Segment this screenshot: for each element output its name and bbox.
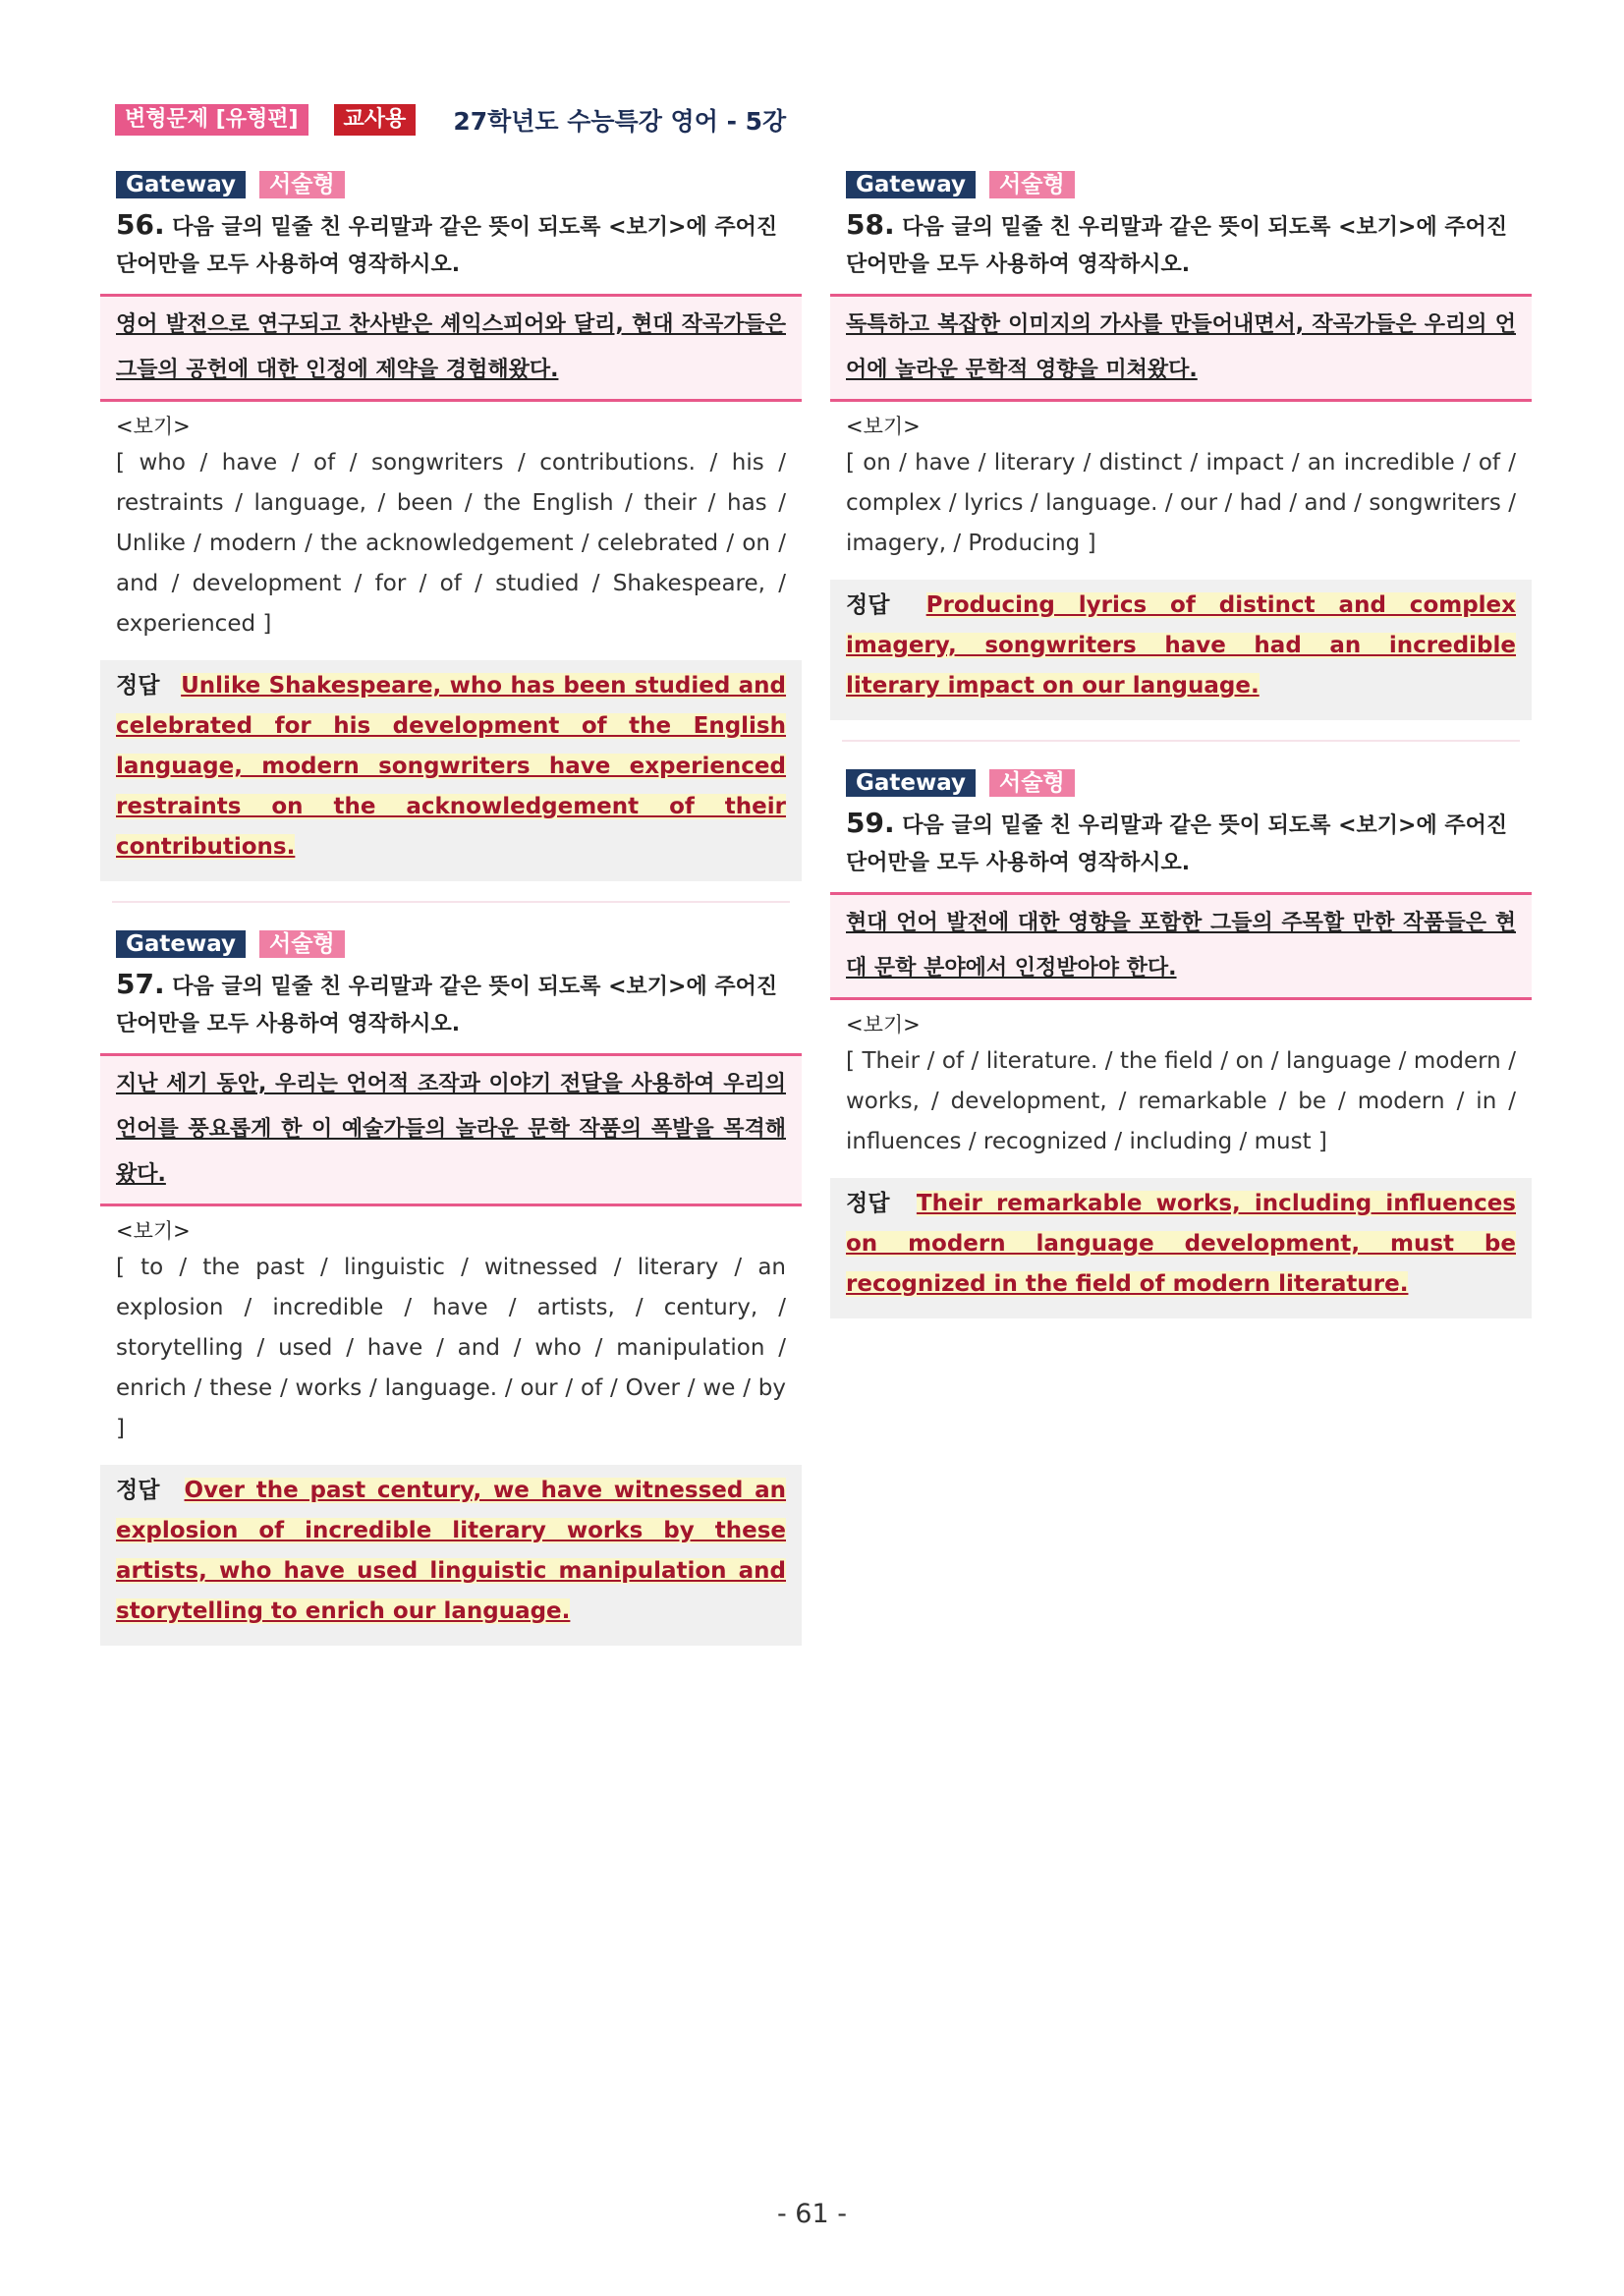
korean-sentence: 영어 발전으로 연구되고 찬사받은 셰익스피어와 달리, 현대 작곡가들은 그들의 공헌에 대한 인정에 제약을 경험해왔다. <box>100 294 802 402</box>
question-instruction <box>830 200 1532 284</box>
gateway-tag: Gateway <box>846 171 976 198</box>
question-number: 57. <box>116 968 165 1000</box>
bogi-label: <보기> <box>846 415 921 438</box>
gateway-tag: Gateway <box>116 930 246 958</box>
type-tag: 서술형 <box>259 171 345 198</box>
type-tag: 서술형 <box>259 930 345 958</box>
bogi-label: <보기> <box>116 1219 191 1243</box>
answer-label: 정답 <box>116 1478 160 1503</box>
korean-sentence: 현대 언어 발전에 대한 영향을 포함한 그들의 주목할 만한 작품들은 현대 문학 분야에서 인정받아야 한다. <box>830 892 1532 1000</box>
type-tag: 서술형 <box>989 171 1075 198</box>
question-instruction <box>830 799 1532 882</box>
question-number: 56. <box>116 208 165 241</box>
question-57 <box>100 928 802 1646</box>
bogi-words: [ on / have / literary / distinct / impact / an incredible / of / complex / lyrics / language. / our / had / and / songwriters / imagery, / Producing ] <box>846 450 1516 556</box>
bogi-label: <보기> <box>846 1013 921 1036</box>
answer-box <box>830 1178 1532 1318</box>
question-number: 58. <box>846 208 895 241</box>
gateway-tag: Gateway <box>846 769 976 797</box>
question-instruction <box>100 960 802 1043</box>
divider <box>842 740 1520 742</box>
answer-label: 정답 <box>116 673 160 699</box>
gateway-tag: Gateway <box>116 171 246 198</box>
question-instruction <box>100 200 802 284</box>
bogi-label: <보기> <box>116 415 191 438</box>
korean-sentence: 지난 세기 동안, 우리는 언어적 조작과 이야기 전달을 사용하여 우리의 언어를 풍요롭게 한 이 예술가들의 놀라운 문학 작품의 폭발을 목격해왔다. <box>100 1053 802 1206</box>
bogi-words: [ to / the past / linguistic / witnessed / literary / an explosion / incredible / have / artists, / century, / storytelling / used / have / and / who / manipulation / enrich / these / works / language. / our / of / Over / we / by ] <box>116 1255 786 1441</box>
instruction-text: 다음 글의 밑줄 친 우리말과 같은 뜻이 되도록 <보기>에 주어진 단어만을 모두 사용하여 영작하시오. <box>116 975 778 1036</box>
variant-tag: 변형문제 [유형편] <box>115 104 308 136</box>
answer-text: Their remarkable works, including influences on modern language development, must be recognized in the field of modern literature. <box>846 1191 1516 1297</box>
instruction-text: 다음 글의 밑줄 친 우리말과 같은 뜻이 되도록 <보기>에 주어진 단어만을 모두 사용하여 영작하시오. <box>846 215 1508 277</box>
answer-label: 정답 <box>846 592 890 618</box>
question-58 <box>830 169 1532 742</box>
teacher-tag: 교사용 <box>334 104 417 136</box>
right-column <box>830 169 1532 1344</box>
question-59 <box>830 767 1532 1318</box>
page-header <box>115 102 786 138</box>
answer-text: Producing lyrics of distinct and complex imagery, songwriters have had an incredible literary impact on our language. <box>846 592 1516 699</box>
question-56 <box>100 169 802 903</box>
answer-box <box>100 660 802 881</box>
instruction-text: 다음 글의 밑줄 친 우리말과 같은 뜻이 되도록 <보기>에 주어진 단어만을 모두 사용하여 영작하시오. <box>846 813 1508 875</box>
left-column <box>100 169 802 1671</box>
bogi-words: [ who / have / of / songwriters / contributions. / his / restraints / language, / been / the English / their / has / Unlike / modern / the acknowledgement / celebrated / on / and / development / for / of / studied / Shakespeare, / experienced ] <box>116 450 786 637</box>
answer-text: Over the past century, we have witnessed an explosion of incredible literary works by these artists, who have used linguistic manipulation and storytelling to enrich our language. <box>116 1478 787 1624</box>
answer-label: 정답 <box>846 1191 890 1216</box>
page-number: - 61 - <box>776 2199 847 2229</box>
answer-text: Unlike Shakespeare, who has been studied and celebrated for his development of the English language, modern songwriters have experienced restraints on the acknowledgement of their contributions. <box>116 673 787 860</box>
korean-sentence: 독특하고 복잡한 이미지의 가사를 만들어내면서, 작곡가들은 우리의 언어에 놀라운 문학적 영향을 미쳐왔다. <box>830 294 1532 402</box>
bogi-words: [ Their / of / literature. / the field / on / language / modern / works, / development, / remarkable / be / modern / in / influences / recognized / including / must ] <box>846 1048 1516 1154</box>
divider <box>112 901 790 903</box>
question-number: 59. <box>846 807 895 839</box>
answer-box <box>830 580 1532 720</box>
answer-box <box>100 1465 802 1646</box>
page-title: 27학년도 수능특강 영어 - 5강 <box>453 107 787 136</box>
type-tag: 서술형 <box>989 769 1075 797</box>
instruction-text: 다음 글의 밑줄 친 우리말과 같은 뜻이 되도록 <보기>에 주어진 단어만을 모두 사용하여 영작하시오. <box>116 215 778 277</box>
